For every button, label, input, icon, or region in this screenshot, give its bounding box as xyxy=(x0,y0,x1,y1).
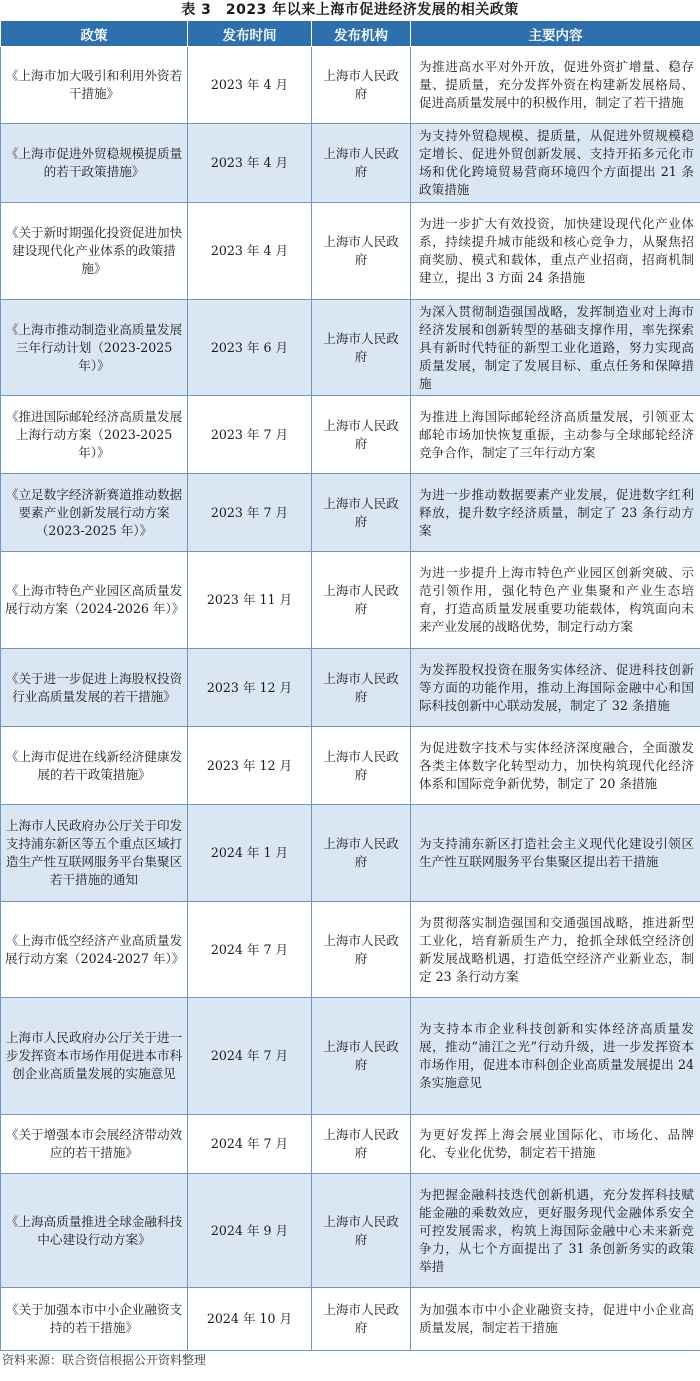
table-row xyxy=(1,902,700,998)
source-note: 资料来源：联合资信根据公开资料整理 xyxy=(2,1353,207,1367)
table-row xyxy=(1,552,700,649)
publish-time: 2024 年 10 月 xyxy=(188,1288,312,1351)
table-caption: 表 3 2023 年以来上海市促进经济发展的相关政策 xyxy=(181,2,519,18)
issuer: 上海市人民政府 xyxy=(312,998,411,1115)
policy-content: 为进一步扩大有效投资，加快建设现代化产业体系，持续提升城市能级和核心竞争力，从聚焦招商奖励、模式和载体，重点产业招商，招商机制建立，提出 3 方面 24 条措施 xyxy=(411,203,700,300)
policy-content: 为支持外贸稳规模、提质量，从促进外贸规模稳定增长、促进外贸创新发展、支持开拓多元化市场和优化跨境贸易营商环境四个方面提出 21 条政策措施 xyxy=(411,124,700,203)
policy-content: 为贯彻落实制造强国和交通强国战略，推进新型工业化，培育新质生产力，抢抓全球低空经济创新发展战略机遇，打造低空经济产业新业态，制定 23 条行动方案 xyxy=(411,902,700,998)
policy-name: 上海市人民政府办公厅关于印发支持浦东新区等五个重点区域打造生产性互联网服务平台集聚区若干措施的通知 xyxy=(1,805,188,902)
policy-name: 《上海市特色产业园区高质量发展行动方案（2024-2026 年）》 xyxy=(1,552,188,649)
table-row xyxy=(1,300,700,396)
policy-content: 为发挥股权投资在服务实体经济、促进科技创新等方面的功能作用，推动上海国际金融中心和国际科技创新中心联动发展，制定了 32 条措施 xyxy=(411,649,700,727)
publish-time: 2023 年 11 月 xyxy=(188,552,312,649)
policy-name: 《上海市促进在线新经济健康发展的若干政策措施》 xyxy=(1,727,188,805)
header-time: 发布时间 xyxy=(188,21,312,47)
issuer: 上海市人民政府 xyxy=(312,1115,411,1174)
policy-table xyxy=(0,20,700,1351)
header-content: 主要内容 xyxy=(411,21,700,47)
publish-time: 2024 年 9 月 xyxy=(188,1174,312,1288)
policy-name: 《上海市促进外贸稳规模提质量的若干政策措施》 xyxy=(1,124,188,203)
publish-time: 2023 年 7 月 xyxy=(188,396,312,474)
policy-name: 《关于进一步促进上海股权投资行业高质量发展的若干措施》 xyxy=(1,649,188,727)
issuer: 上海市人民政府 xyxy=(312,902,411,998)
issuer: 上海市人民政府 xyxy=(312,1288,411,1351)
table-row xyxy=(1,124,700,203)
issuer: 上海市人民政府 xyxy=(312,474,411,552)
issuer: 上海市人民政府 xyxy=(312,300,411,396)
publish-time: 2023 年 4 月 xyxy=(188,124,312,203)
policy-content: 为促进数字技术与实体经济深度融合，全面激发各类主体数字化转型动力，加快构筑现代化经济体系和国际竞争新优势，制定了 20 条措施 xyxy=(411,727,700,805)
policy-name: 上海市人民政府办公厅关于进一步发挥资本市场作用促进本市科创企业高质量发展的实施意见 xyxy=(1,998,188,1115)
issuer: 上海市人民政府 xyxy=(312,203,411,300)
publish-time: 2023 年 4 月 xyxy=(188,47,312,124)
publish-time: 2023 年 4 月 xyxy=(188,203,312,300)
policy-name: 《上海市低空经济产业高质量发展行动方案（2024-2027 年）》 xyxy=(1,902,188,998)
issuer: 上海市人民政府 xyxy=(312,727,411,805)
issuer: 上海市人民政府 xyxy=(312,552,411,649)
table-row xyxy=(1,47,700,124)
header-policy: 政策 xyxy=(1,21,188,47)
table-row xyxy=(1,474,700,552)
publish-time: 2023 年 6 月 xyxy=(188,300,312,396)
policy-name: 《推进国际邮轮经济高质量发展上海行动方案（2023-2025 年）》 xyxy=(1,396,188,474)
issuer: 上海市人民政府 xyxy=(312,47,411,124)
policy-content: 为加强本市中小企业融资支持，促进中小企业高质量发展，制定若干措施 xyxy=(411,1288,700,1351)
policy-name: 《关于加强本市中小企业融资支持的若干措施》 xyxy=(1,1288,188,1351)
table-row xyxy=(1,1288,700,1351)
policy-name: 《上海市推动制造业高质量发展三年行动计划（2023-2025 年）》 xyxy=(1,300,188,396)
policy-content: 为推进上海国际邮轮经济高质量发展，引领亚太邮轮市场加快恢复重振，主动参与全球邮轮经济竞争合作，制定了三年行动方案 xyxy=(411,396,700,474)
publish-time: 2023 年 12 月 xyxy=(188,727,312,805)
policy-content: 为更好发挥上海会展业国际化、市场化、品牌化、专业化优势，制定若干措施 xyxy=(411,1115,700,1174)
table-header-row xyxy=(1,21,700,47)
policy-name: 《关于增强本市会展经济带动效应的若干措施》 xyxy=(1,1115,188,1174)
policy-content: 为推进高水平对外开放，促进外资扩增量、稳存量、提质量，充分发挥外资在构建新发展格局、促进高质量发展中的积极作用，制定了若干措施 xyxy=(411,47,700,124)
table-row xyxy=(1,203,700,300)
table-row xyxy=(1,1174,700,1288)
issuer: 上海市人民政府 xyxy=(312,1174,411,1288)
table-row xyxy=(1,727,700,805)
publish-time: 2024 年 7 月 xyxy=(188,1115,312,1174)
policy-content: 为把握金融科技迭代创新机遇，充分发挥科技赋能金融的乘数效应，更好服务现代金融体系安全可控发展需求，构筑上海国际金融中心未来新竞争力，从七个方面提出了 31 条创新务实的政策举措 xyxy=(411,1174,700,1288)
header-issuer: 发布机构 xyxy=(312,21,411,47)
policy-content: 为深入贯彻制造强国战略，发挥制造业对上海市经济发展和创新转型的基础支撑作用，率先探索具有新时代特征的新型工业化道路，努力实现高质量发展，制定了发展目标、重点任务和保障措施 xyxy=(411,300,700,396)
publish-time: 2024 年 1 月 xyxy=(188,805,312,902)
policy-content: 为支持本市企业科技创新和实体经济高质量发展，推动“浦江之光”行动升级，进一步发挥资本市场作用，促进本市科创企业高质量发展提出 24 条实施意见 xyxy=(411,998,700,1115)
publish-time: 2024 年 7 月 xyxy=(188,902,312,998)
table-row xyxy=(1,396,700,474)
publish-time: 2024 年 7 月 xyxy=(188,998,312,1115)
issuer: 上海市人民政府 xyxy=(312,396,411,474)
publish-time: 2023 年 7 月 xyxy=(188,474,312,552)
policy-content: 为进一步提升上海市特色产业园区创新突破、示范引领作用，强化特色产业集聚和产业生态培育，打造高质量发展重要功能载体，构筑面向未来产业发展的战略优势，制定行动方案 xyxy=(411,552,700,649)
policy-name: 《立足数字经济新赛道推动数据要素产业创新发展行动方案（2023-2025 年）》 xyxy=(1,474,188,552)
policy-content: 为支持浦东新区打造社会主义现代化建设引领区生产性互联网服务平台集聚区提出若干措施 xyxy=(411,805,700,902)
table-row xyxy=(1,1115,700,1174)
issuer: 上海市人民政府 xyxy=(312,805,411,902)
publish-time: 2023 年 12 月 xyxy=(188,649,312,727)
policy-name: 《上海高质量推进全球金融科技中心建设行动方案》 xyxy=(1,1174,188,1288)
policy-content: 为进一步推动数据要素产业发展，促进数字红利释放，提升数字经济质量，制定了 23 条行动方案 xyxy=(411,474,700,552)
table-row xyxy=(1,649,700,727)
table-row xyxy=(1,998,700,1115)
issuer: 上海市人民政府 xyxy=(312,124,411,203)
policy-name: 《上海市加大吸引和利用外资若干措施》 xyxy=(1,47,188,124)
table-row xyxy=(1,805,700,902)
issuer: 上海市人民政府 xyxy=(312,649,411,727)
policy-name: 《关于新时期强化投资促进加快建设现代化产业体系的政策措施》 xyxy=(1,203,188,300)
